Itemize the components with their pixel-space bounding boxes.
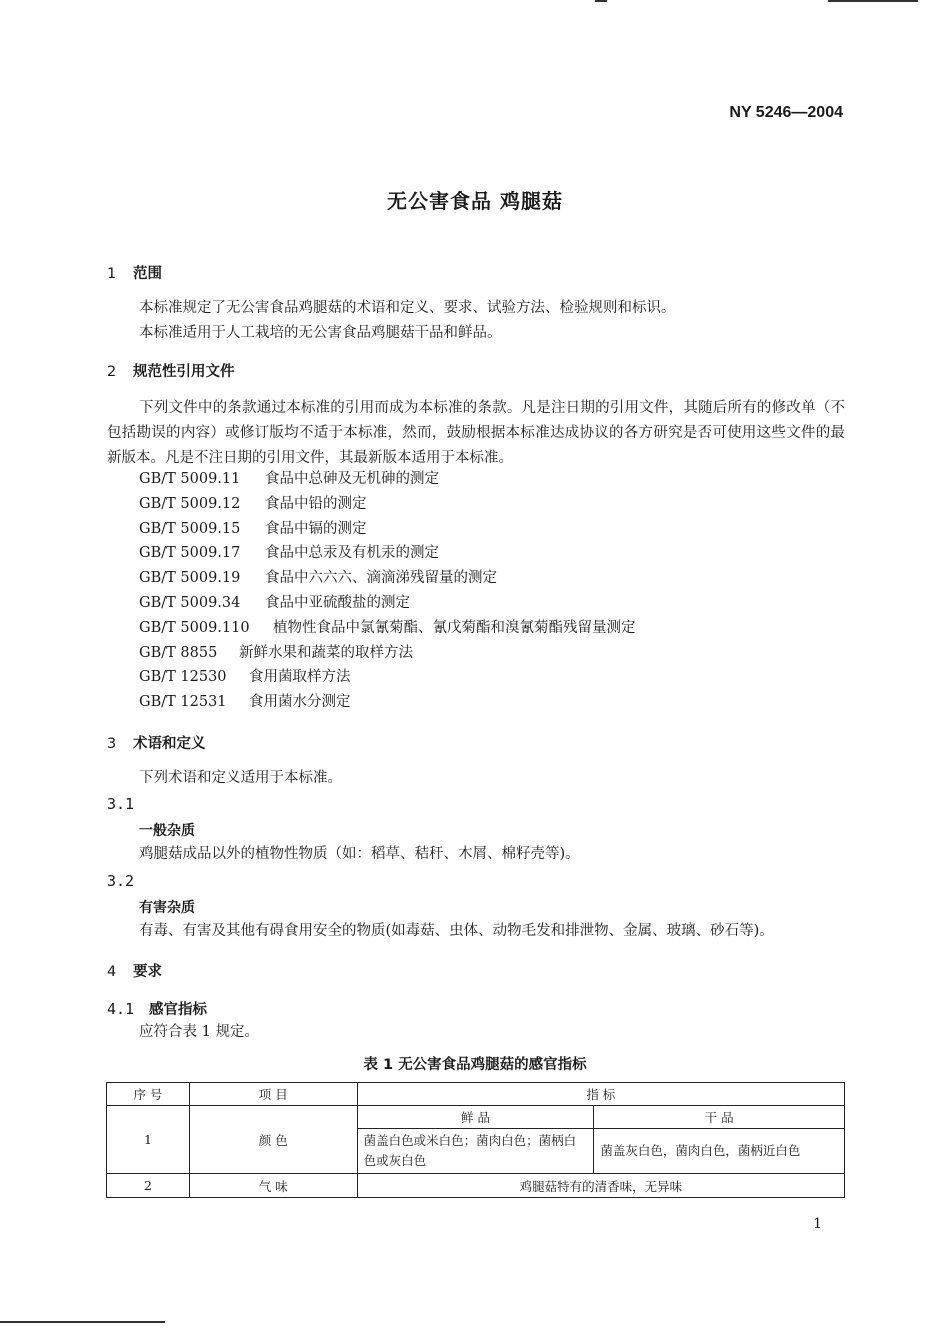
page-number: 1: [813, 1216, 822, 1232]
reference-title: 食品中铅的测定: [265, 495, 367, 512]
reference-title: 食品中亚硫酸盐的测定: [265, 594, 410, 611]
scan-edge-bottom: [0, 1321, 165, 1323]
standard-number: NY 5246—2004: [729, 104, 843, 121]
section-title: 规范性引用文件: [133, 364, 235, 380]
reference-item: [139, 492, 636, 517]
term-3-2-definition: 有毒、有害及其他有碍食用安全的物质(如毒菇、虫体、动物毛发和排泄物、金属、玻璃、砂石等)。: [139, 923, 774, 939]
reference-code: GB/T 5009.19: [139, 570, 241, 587]
header-index: 指 标: [357, 1083, 844, 1106]
term-3-1-definition: 鸡腿菇成品以外的植物性物质（如：稻草、秸秆、木屑、棉籽壳等)。: [139, 846, 580, 862]
section-number: 2: [107, 364, 117, 380]
scan-edge-top-left: [595, 0, 607, 2]
reference-item: [139, 541, 636, 566]
section-number: 4: [107, 964, 117, 980]
reference-title: 食用菌取样方法: [249, 669, 351, 686]
reference-code: GB/T 5009.12: [139, 495, 241, 512]
cell-seq: 1: [107, 1106, 190, 1174]
table-row: [107, 1174, 845, 1198]
scan-edge-top: [828, 0, 918, 2]
reference-item: [139, 591, 636, 616]
reference-title: 食用菌水分测定: [249, 694, 351, 711]
reference-item: [139, 665, 636, 690]
reference-title: 植物性食品中氯氰菊酯、氰戊菊酯和溴氰菊酯残留量测定: [273, 619, 636, 636]
section-2-paragraph: 下列文件中的条款通过本标准的引用而成为本标准的条款。凡是注日期的引用文件，其随后所有的修改单（不包括勘误的内容）或修订版均不适于本标准，然而，鼓励根据本标准达成协议的各方研究是否可使用这些文件的最新版本。凡是不注日期的引用文件，其最新版本适用于本标准。: [107, 400, 845, 466]
reference-code: GB/T 5009.15: [139, 520, 241, 537]
section-number: 3: [107, 736, 117, 752]
reference-item: [139, 641, 636, 666]
section-1-heading: [107, 262, 162, 283]
document-title: 无公害食品 鸡腿菇: [387, 189, 563, 213]
table-1-caption: 表 1 无公害食品鸡腿菇的感官指标: [363, 1057, 587, 1073]
reference-item: [139, 616, 636, 641]
section-title: 要求: [133, 964, 162, 980]
reference-item: [139, 517, 636, 542]
reference-code: GB/T 12531: [139, 694, 227, 711]
header-dry: 干 品: [594, 1106, 845, 1129]
section-1-line-2: 本标准适用于人工栽培的无公害食品鸡腿菇干品和鲜品。: [139, 325, 502, 341]
term-3-1-number: 3.1: [107, 795, 135, 813]
reference-title: 食品中总汞及有机汞的测定: [265, 545, 439, 562]
section-1-line-1: 本标准规定了无公害食品鸡腿菇的术语和定义、要求、试验方法、检验规则和标识。: [139, 300, 676, 316]
header-item: 项 目: [189, 1083, 357, 1106]
subsection-number: 4.1: [107, 1000, 135, 1018]
section-2-heading: [107, 360, 235, 381]
reference-item: [139, 690, 636, 715]
table-header-row: [107, 1083, 845, 1106]
term-3-2-number: 3.2: [107, 872, 135, 890]
section-3-intro: 下列术语和定义适用于本标准。: [139, 770, 342, 786]
cell-seq: 2: [107, 1174, 190, 1198]
reference-code: GB/T 12530: [139, 669, 227, 686]
reference-code: GB/T 5009.34: [139, 594, 241, 611]
reference-title: 食品中总砷及无机砷的测定: [265, 471, 439, 487]
term-3-1-name: 一般杂质: [139, 823, 195, 839]
reference-title: 食品中六六六、滴滴涕残留量的测定: [265, 570, 497, 587]
section-title: 术语和定义: [133, 736, 206, 752]
cell-both: 鸡腿菇特有的清香味，无异味: [357, 1174, 844, 1198]
reference-title: 新鲜水果和蔬菜的取样方法: [239, 644, 413, 661]
section-number: 1: [107, 266, 117, 282]
reference-title: 食品中镉的测定: [265, 520, 367, 537]
header-fresh: 鲜 品: [357, 1106, 594, 1129]
cell-dry: 菌盖灰白色，菌肉白色，菌柄近白色: [594, 1129, 845, 1174]
cell-item: 颜 色: [189, 1106, 357, 1174]
cell-item: 气 味: [189, 1174, 357, 1198]
reference-item: [139, 467, 636, 492]
reference-item: [139, 566, 636, 591]
section-3-heading: [107, 732, 206, 753]
reference-code: GB/T 5009.110: [139, 619, 250, 636]
header-seq: 序 号: [107, 1083, 190, 1106]
table-row: [107, 1106, 845, 1129]
reference-code: GB/T 5009.17: [139, 545, 241, 562]
subsection-4-1-text: 应符合表 1 规定。: [139, 1024, 259, 1040]
subsection-title: 感官指标: [149, 1002, 207, 1018]
reference-code: GB/T 8855: [139, 644, 218, 661]
cell-fresh: 菌盖白色或米白色；菌肉白色；菌柄白色或灰白色: [357, 1129, 594, 1174]
section-title: 范围: [133, 266, 162, 282]
table-1: [106, 1082, 845, 1198]
reference-code: GB/T 5009.11: [139, 471, 241, 487]
reference-list: [139, 467, 636, 715]
section-4-heading: [107, 960, 162, 981]
subsection-4-1-heading: [107, 998, 207, 1019]
term-3-2-name: 有害杂质: [139, 900, 195, 916]
